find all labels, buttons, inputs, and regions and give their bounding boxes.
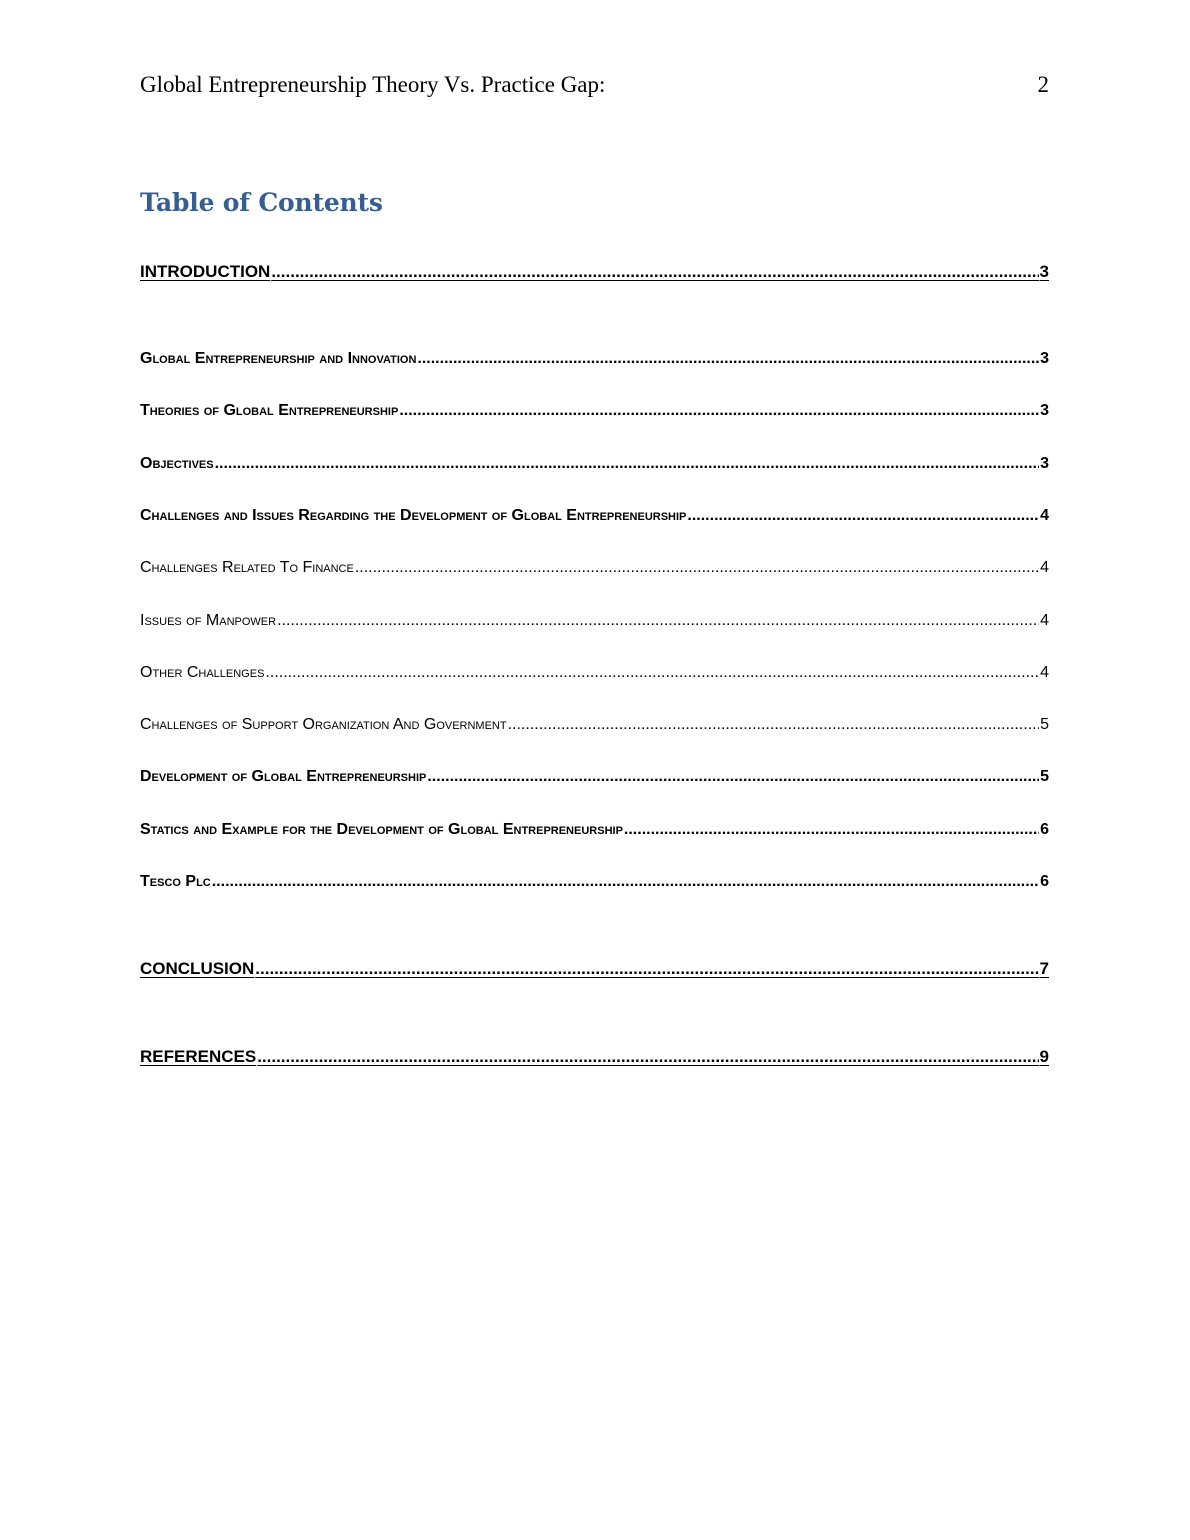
page-number: 2 <box>1037 72 1049 97</box>
toc-entry-label: Tesco Plc <box>140 873 211 890</box>
toc-dot-leader <box>212 871 1039 893</box>
running-head-title: Global Entrepreneurship Theory Vs. Practice Gap: <box>140 72 606 97</box>
toc-entry-other-challenges[interactable] <box>140 662 1049 684</box>
toc-dot-leader <box>399 400 1039 422</box>
toc-entry-label: CONCLUSION <box>140 959 255 978</box>
toc-entry-label: Global Entrepreneurship and Innovation <box>140 350 417 367</box>
toc-entry-page: 3 <box>1040 455 1049 472</box>
toc-dot-leader <box>427 766 1039 788</box>
toc-entry-challenges-support-government[interactable] <box>140 714 1049 736</box>
toc-entry-page: 9 <box>1039 1047 1049 1066</box>
toc-entry-label: Other Challenges <box>140 664 265 681</box>
toc-entry-references[interactable] <box>140 1046 1049 1068</box>
toc-entry-page: 7 <box>1039 959 1049 978</box>
toc-dot-leader <box>255 958 1038 980</box>
toc-entry-introduction[interactable] <box>140 261 1049 283</box>
toc-dot-leader <box>257 1046 1038 1068</box>
toc-dot-leader <box>687 505 1039 527</box>
toc-dot-leader <box>624 819 1039 841</box>
toc-entry-page: 3 <box>1040 402 1049 419</box>
toc-dot-leader <box>508 714 1040 736</box>
toc-dot-leader <box>215 453 1040 475</box>
toc-entry-page: 3 <box>1039 262 1049 281</box>
toc-entry-page: 3 <box>1040 350 1049 367</box>
toc-entry-label: Challenges of Support Organization And Government <box>140 716 507 733</box>
toc-entry-label: Objectives <box>140 455 214 472</box>
toc-entry-page: 4 <box>1040 664 1049 681</box>
toc-dot-leader <box>277 610 1039 632</box>
toc-entry-page: 4 <box>1040 612 1049 629</box>
toc-entry-challenges-and-issues[interactable] <box>140 505 1049 527</box>
running-head <box>140 70 1049 100</box>
toc-entry-label: Statics and Example for the Development of Global Entrepreneurship <box>140 821 623 838</box>
toc-heading: Table of Contents <box>140 188 383 217</box>
toc-entry-page: 5 <box>1040 768 1049 785</box>
toc-entry-label: Theories of Global Entrepreneurship <box>140 402 399 419</box>
toc-entry-page: 4 <box>1040 559 1049 576</box>
toc-dot-leader <box>355 557 1039 579</box>
toc-entry-page: 4 <box>1040 507 1049 524</box>
toc-entry-challenges-finance[interactable] <box>140 557 1049 579</box>
toc-entry-page: 6 <box>1040 873 1049 890</box>
toc-entry-conclusion[interactable] <box>140 958 1049 980</box>
toc-entry-label: Challenges and Issues Regarding the Development of Global Entrepreneurship <box>140 507 687 524</box>
toc-entry-tesco-plc[interactable] <box>140 871 1049 893</box>
toc-dot-leader <box>265 662 1039 684</box>
toc-entry-label: REFERENCES <box>140 1047 257 1066</box>
toc-entry-label: INTRODUCTION <box>140 262 271 281</box>
toc-entry-development[interactable] <box>140 766 1049 788</box>
toc-entry-label: Development of Global Entrepreneurship <box>140 768 427 785</box>
toc-dot-leader <box>271 261 1038 283</box>
toc-entry-label: Issues of Manpower <box>140 612 277 629</box>
toc-entry-page: 5 <box>1040 716 1049 733</box>
toc-entry-global-entrepreneurship-innovation[interactable] <box>140 348 1049 370</box>
toc-entry-objectives[interactable] <box>140 453 1049 475</box>
toc-entry-issues-manpower[interactable] <box>140 610 1049 632</box>
toc-entry-theories[interactable] <box>140 400 1049 422</box>
toc-dot-leader <box>417 348 1039 370</box>
toc-entry-label: Challenges Related To Finance <box>140 559 354 576</box>
toc-entry-page: 6 <box>1040 821 1049 838</box>
toc-entry-statics-example[interactable] <box>140 819 1049 841</box>
